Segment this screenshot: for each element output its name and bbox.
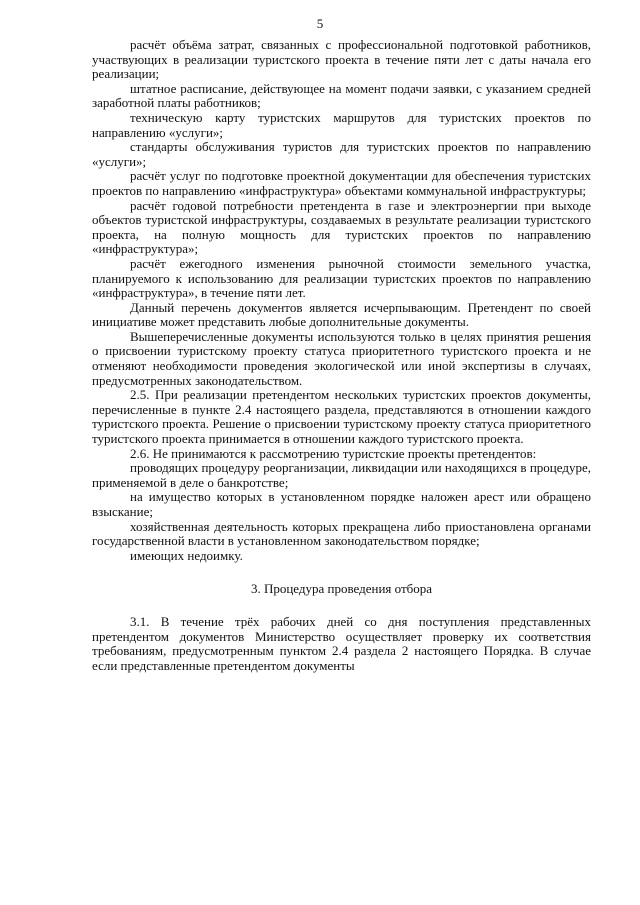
paragraph-gas-electricity: расчёт годовой потребности претендента в газе и электроэнергии при выходе объектов туристской инфраструктуры, создаваемых в результате реализации туристского проекта, на полную мощность для туристских проектов по направлению «инфраструктура»; [92,197,591,257]
paragraph-reorganization: проводящих процедуру реорганизации, ликвидации или находящихся в процедуре, применяемой в деле о банкротстве; [92,460,591,490]
document-body [92,38,591,673]
paragraph-2-5: 2.5. При реализации претендентом нескольких туристских проектов документы, перечисленные в пункте 2.4 настоящего раздела, представляются в отношении каждого туристского проекта. Решение о присвоении туристскому проекту статуса приоритетного туристского проекта принимается в отношении каждого туристского проекта. [92,387,591,447]
paragraph-3-1: 3.1. В течение трёх рабочих дней со дня поступления представленных претендентом документов Министерство осуществляет проверку их соответствия требованиям, предусмотренным пунктом 2.4 раздела 2 настоящего Порядка. В случае если представленные претендентом документы [92,613,591,673]
paragraph-exhaustive-list: Данный перечень документов является исчерпывающим. Претендент по своей инициативе может представить любые дополнительные документы. [92,299,591,330]
paragraph-staffing-schedule: штатное расписание, действующее на момент подачи заявки, с указанием средней заработной платы работников; [92,80,591,111]
paragraph-arrest: на имущество которых в установленном порядке наложен арест или обращено взыскание; [92,489,591,519]
page-number: 5 [316,16,324,31]
section-heading: 3. Процедура проведения отбора [250,581,433,597]
paragraph-land-value: расчёт ежегодного изменения рыночной стоимости земельного участка, планируемого к использованию для реализации туристских проектов по направлению «инфраструктура», в течение пяти лет. [92,255,591,301]
paragraph-design-services: расчёт услуг по подготовке проектной документации для обеспечения туристских проектов по направлению «инфраструктура» объектами коммунальной инфраструктуры; [92,168,591,198]
paragraph-route-map: техническую карту туристских маршрутов для туристских проектов по направлению «услуги»; [92,109,591,140]
paragraph-costs-training: расчёт объёма затрат, связанных с профессиональной подготовкой работников, участвующих в реализации туристского проекта в течение пяти лет с даты начала его реализации; [92,37,591,82]
paragraph-service-standards: стандарты обслуживания туристов для туристских проектов по направлению «услуги»; [92,139,591,169]
paragraph-activity-suspended: хозяйственная деятельность которых прекращена либо приостановлена органами государственной власти в установленном законодательством порядке; [92,518,591,549]
paragraph-arrears: имеющих недоимку. [130,547,243,563]
paragraph-documents-usage: Вышеперечисленные документы используются только в целях принятия решения о присвоении туристскому проекту статуса приоритетного туристского проекта и не отменяют необходимости проведения экологической или иной экспертизы в случаях, предусмотренных законодательством. [92,328,591,388]
paragraph-2-6: 2.6. Не принимаются к рассмотрению туристские проекты претендентов: [130,445,537,461]
